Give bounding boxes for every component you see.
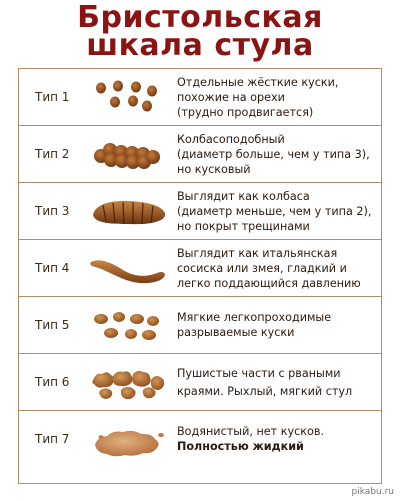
desc-line: Мягкие легкопроходимые — [177, 311, 332, 324]
type-label: Тип 1 — [35, 90, 70, 104]
desc-line: Выглядит как итальянская — [177, 246, 338, 260]
page-title-line-2: шкала стула — [86, 28, 314, 63]
type-label: Тип 6 — [35, 375, 70, 389]
smooth-snake-icon — [89, 240, 179, 296]
description — [177, 183, 400, 239]
cracked-sausage-icon — [89, 183, 179, 239]
table-row-type-6 — [19, 354, 381, 411]
lumpy-sausage-icon — [89, 126, 179, 182]
table-row-type-4 — [19, 240, 381, 297]
type-label: Тип 5 — [35, 318, 70, 332]
desc-line: сосиска или змея, гладкий и — [177, 261, 347, 275]
description — [177, 354, 400, 410]
desc-line: разрываемые куски — [177, 326, 295, 339]
table-row-type-3 — [19, 183, 381, 240]
desc-line: (диаметр меньше, чем у типа 2), — [177, 204, 372, 218]
description — [177, 411, 400, 467]
desc-line: Выглядит как колбаса — [177, 189, 310, 203]
desc-line: легко поддающийся давлению — [177, 276, 361, 290]
watermark: pikabu.ru — [351, 487, 394, 497]
description — [177, 69, 400, 125]
table-row-type-1 — [19, 69, 381, 126]
desc-line-bold: Полностью жидкий — [177, 440, 304, 453]
type-label: Тип 2 — [35, 147, 70, 161]
bristol-scale-table — [18, 68, 382, 484]
description — [177, 126, 400, 182]
table-row-type-2 — [19, 126, 381, 183]
type-label: Тип 4 — [35, 261, 70, 275]
desc-line: краями. Рыхлый, мягкий стул — [177, 384, 353, 398]
description — [177, 297, 400, 353]
page-title-line-1: Бристольская — [77, 0, 323, 35]
desc-line: Отдельные жёсткие куски, — [177, 75, 339, 89]
desc-line: Водянистый, нет кусков. — [177, 425, 325, 438]
fluffy-pieces-icon — [89, 354, 179, 410]
table-row-type-7 — [19, 411, 381, 468]
soft-blobs-icon — [89, 297, 179, 353]
desc-line: Колбасоподобный — [177, 132, 285, 146]
description — [177, 240, 400, 296]
type-label: Тип 3 — [35, 204, 70, 218]
desc-line: (трудно продвигается) — [177, 105, 314, 119]
desc-line: Пушистые части с рваными — [177, 366, 341, 380]
liquid-puddle-icon — [89, 411, 179, 467]
table-row-type-5 — [19, 297, 381, 354]
desc-line: (диаметр больше, чем у типа 3), — [177, 147, 370, 161]
desc-line: похожие на орехи — [177, 90, 285, 104]
desc-line: но кусковый — [177, 162, 251, 176]
type-label: Тип 7 — [35, 432, 70, 446]
desc-line: но покрыт трещинами — [177, 219, 310, 233]
separate-lumps-icon — [89, 69, 179, 125]
